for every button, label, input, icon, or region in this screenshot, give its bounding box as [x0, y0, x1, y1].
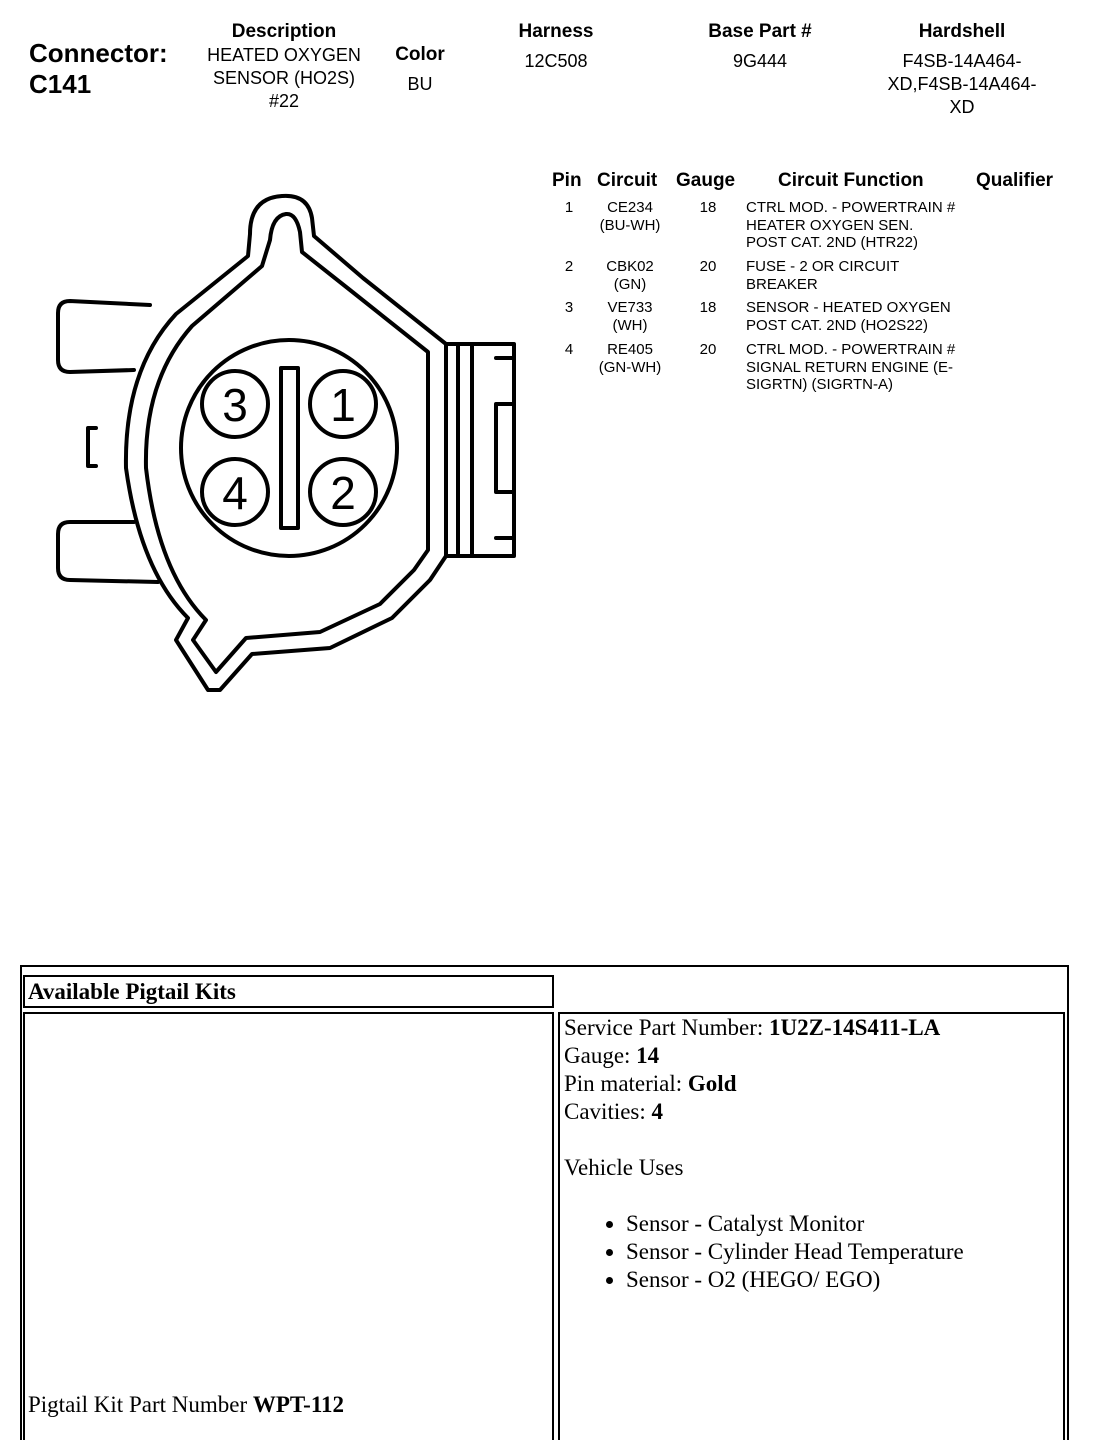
color-column	[380, 43, 460, 96]
gauge-value: 20	[699, 258, 717, 275]
gauge-value: 14	[636, 1043, 660, 1068]
base-part-label: Base Part #	[708, 21, 812, 42]
function-line: POST CAT. 2ND (HTR22)	[746, 234, 918, 251]
pin-number: 1	[564, 199, 574, 216]
base-part-value: 9G444	[732, 51, 788, 71]
connector-inner-shell	[146, 214, 428, 672]
function-cell	[746, 258, 982, 293]
gauge-value: 18	[699, 299, 717, 316]
function-cell	[746, 199, 982, 252]
vehicle-uses-list	[564, 1210, 964, 1294]
pin-label-3: 3	[222, 379, 248, 431]
left-lower-rib	[58, 522, 158, 582]
description-line: #22	[268, 91, 300, 111]
key-bar	[281, 368, 298, 528]
cavities-value: 4	[651, 1099, 664, 1124]
circuit-function-header: Circuit Function	[778, 170, 924, 191]
left-upper-rib	[58, 301, 150, 372]
gauge-value: 20	[699, 341, 717, 358]
circuit-cell	[588, 299, 672, 334]
function-line: POST CAT. 2ND (HO2S22)	[746, 316, 928, 334]
service-part-value: 1U2Z-14S411-LA	[769, 1015, 941, 1040]
function-line: SENSOR - HEATED OXYGEN	[746, 299, 951, 316]
circuit-cell	[588, 341, 672, 376]
pin-label-2: 2	[330, 467, 356, 519]
gauge-label: Gauge:	[564, 1043, 631, 1068]
pin-face-circle	[181, 340, 397, 556]
list-item: • Sensor - O2 (HEGO/ EGO)	[626, 1266, 964, 1294]
service-part-line	[564, 1014, 964, 1042]
service-part-label: Service Part Number:	[564, 1015, 764, 1040]
circuit-cell	[588, 258, 672, 293]
function-line: BREAKER	[746, 275, 818, 293]
pin-material-label: Pin material:	[564, 1071, 683, 1096]
kit-pn-value: WPT-112	[252, 1392, 345, 1417]
function-line: HEATER OXYGEN SEN.	[746, 216, 914, 234]
wire-color: (GN)	[613, 275, 647, 293]
connector-face-diagram	[0, 150, 540, 710]
function-line: CTRL MOD. - POWERTRAIN #	[746, 341, 956, 358]
left-small-tab	[88, 428, 96, 466]
connector-id: C141	[29, 69, 92, 99]
harness-value: 12C508	[524, 51, 588, 71]
gauge-value: 18	[699, 199, 717, 216]
pin-material-line	[564, 1070, 964, 1098]
hardshell-line: F4SB-14A464-	[902, 51, 1022, 71]
pin-number: 4	[564, 341, 574, 358]
cavities-line	[564, 1098, 964, 1126]
pigtail-title: Available Pigtail Kits	[28, 979, 236, 1004]
pin-number: 3	[564, 299, 574, 316]
harness-column	[480, 20, 632, 73]
function-line: FUSE - 2 OR CIRCUIT	[746, 258, 900, 275]
color-label: Color	[395, 44, 445, 65]
gauge-line	[564, 1042, 964, 1070]
pin-header: Pin	[552, 170, 582, 191]
description-line: HEATED OXYGEN	[207, 45, 361, 65]
qualifier-header: Qualifier	[976, 170, 1054, 191]
circuit-id: CE234	[607, 199, 653, 216]
pigtail-details	[564, 1014, 964, 1294]
hardshell-label: Hardshell	[918, 21, 1006, 42]
wire-color: (GN-WH)	[598, 358, 662, 376]
circuit-id: RE405	[607, 341, 653, 358]
circuit-header: Circuit	[597, 170, 658, 191]
circuit-cell	[588, 199, 672, 234]
description-label: Description	[231, 21, 337, 42]
list-item: • Sensor - Catalyst Monitor	[626, 1210, 964, 1238]
circuit-id: VE733	[607, 299, 653, 316]
function-line: SIGNAL RETURN ENGINE (E-	[746, 358, 953, 376]
pigtail-image-box	[23, 1012, 554, 1440]
kit-pn-label: Pigtail Kit Part Number	[28, 1392, 248, 1417]
connector-title	[29, 38, 168, 100]
function-line: SIGRTN) (SIGRTN-A)	[746, 376, 893, 393]
pin-label-1: 1	[330, 379, 356, 431]
list-item: • Sensor - Cylinder Head Temperature	[626, 1238, 964, 1266]
base-part-column	[675, 20, 845, 73]
harness-label: Harness	[518, 21, 594, 42]
hardshell-column	[862, 20, 1062, 119]
connector-label: Connector:	[29, 38, 168, 68]
color-value: BU	[407, 74, 433, 94]
latch-button	[496, 404, 514, 492]
pigtail-kit-part-number	[28, 1391, 344, 1419]
description-column	[188, 20, 380, 113]
wire-color: (WH)	[612, 316, 648, 334]
pin-label-4: 4	[222, 467, 248, 519]
pin-number: 2	[564, 258, 574, 275]
description-line: SENSOR (HO2S)	[212, 68, 356, 88]
pin-material-value: Gold	[687, 1071, 737, 1096]
gauge-header: Gauge	[676, 170, 736, 191]
hardshell-line: XD	[949, 97, 975, 117]
wire-color: (BU-WH)	[599, 216, 661, 234]
circuit-id: CBK02	[606, 258, 654, 275]
cavities-label: Cavities:	[564, 1099, 646, 1124]
function-cell	[746, 299, 982, 334]
function-line: CTRL MOD. - POWERTRAIN #	[746, 199, 956, 216]
hardshell-line: XD,F4SB-14A464-	[887, 74, 1037, 94]
function-cell	[746, 341, 982, 394]
vehicle-uses-label: Vehicle Uses	[564, 1155, 684, 1180]
